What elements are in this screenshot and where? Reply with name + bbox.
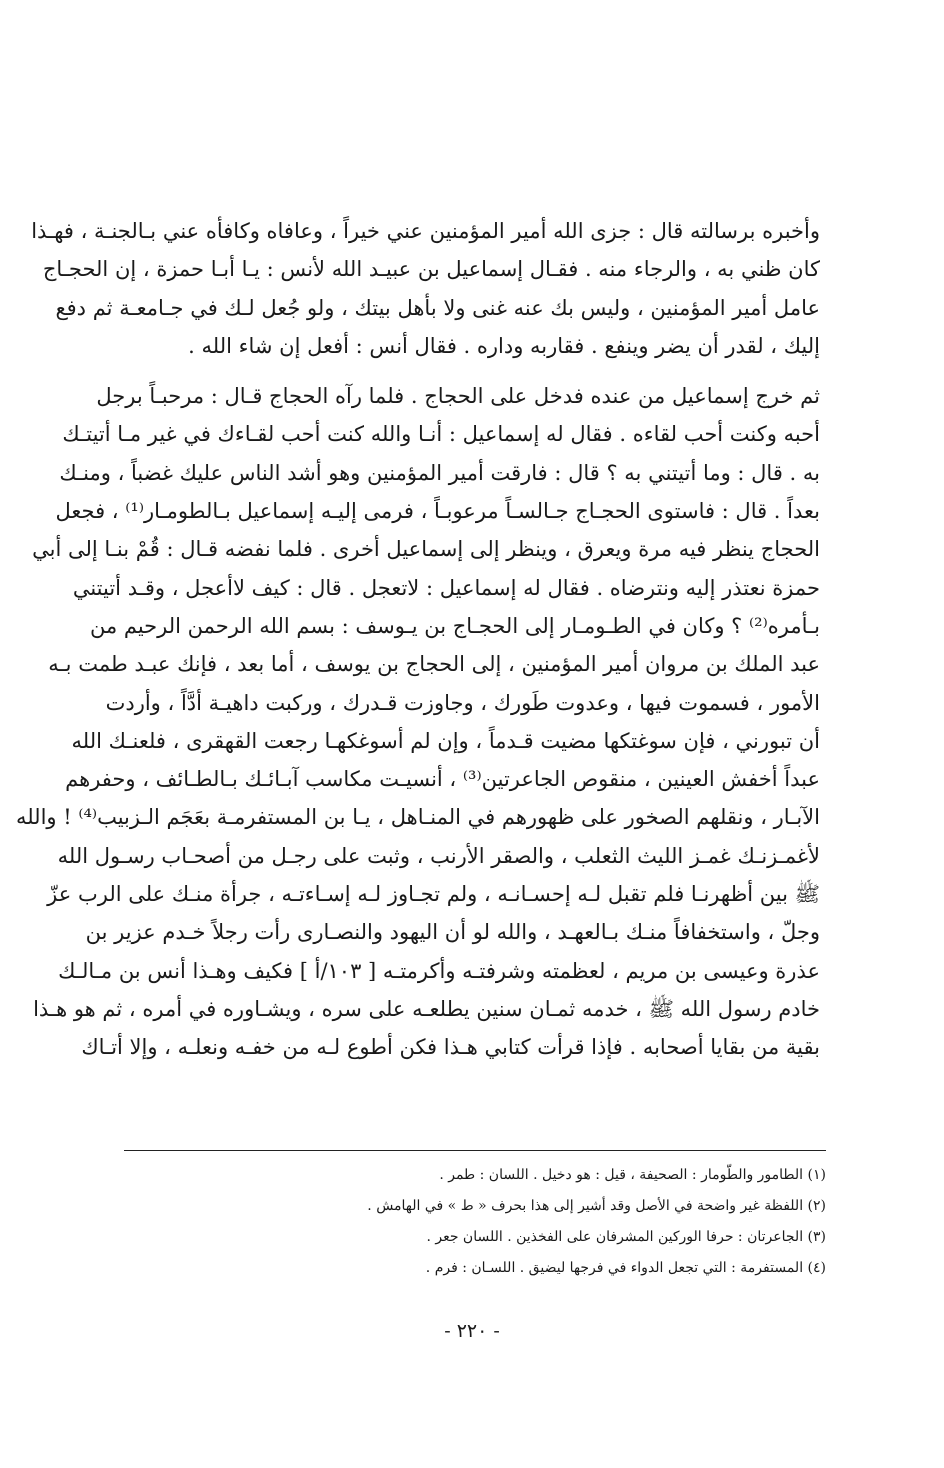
text-line: إليك ، لقدر أن يضر وينفع . فقاربه وداره . فقال أنس : أفعل إن شاء الله . <box>188 333 820 358</box>
text-line: أحبه وكنت أحب لقاءه . فقال له إسماعيل : أنـا والله كنت أحب لقـاءك في غير مـا أتيتـك <box>62 422 820 447</box>
paragraph-gap <box>118 365 820 377</box>
text-line: الأمور ، فسموت فيها ، وعدوت طَورك ، وجاوزت قـدرك ، وركبت داهيـة أدَّاً ، وأردت <box>105 690 820 715</box>
text-line: أن تبورني ، فإن سوغتكها مضيت قـدماً ، وإن لم أسوغكهـا رجعت القهقرى ، فلعنـك الله <box>71 728 820 753</box>
text-line: عامل أمير المؤمنين ، وليس بك عنه غنى ولا بأهل بيتك ، ولو جُعل لـك في جـامعـة ثم دفع <box>55 295 820 320</box>
text-line: ثم خرج إسماعيل من عنده فدخل على الحجاج . فلما رآه الحجاج قـال : مرحبـاً برجل <box>96 384 820 409</box>
footnotes <box>124 1160 826 1284</box>
text-line: الآبـار ، ونقلهم الصخور على ظهورهم في المنـاهل ، يـا بن المستفرمـة بعَجَم الـزبيب⁽⁴⁾ ! والله <box>15 805 820 830</box>
text-line: الحجاج ينظر فيه مرة ويعرق ، وينظر إلى إسماعيل أخرى . فلما نفضه قـال : قُمْ بنـا إلى أبي <box>32 537 820 562</box>
text-line: ﷺ بين أظهرنـا فلم تقبل لـه إحسـانـه ، ولم تجـاوز لـه إسـاءتـه ، جرأة منـك على الرب عزّ <box>47 882 820 907</box>
text-line: به . قال : وما أتيتني به ؟ قال : فارقت أمير المؤمنين وهو أشد الناس عليك غضباً ، ومنـك <box>59 460 820 485</box>
text-line: عبد الملك بن مروان أمير المؤمنين ، إلى الحجاج بن يوسف ، أما بعد ، فإنك عبـد طمت بـه <box>48 652 820 677</box>
footnote: (١) الطامور والطّومار : الصحيفة ، قيل : هو دخيل . اللسان : طمر . <box>439 1167 826 1183</box>
text-line: بـأمره⁽²⁾ ؟ وكان في الطـومـار إلى الحجـاج بن يـوسف : بسم الله الرحمن الرحيم من <box>89 613 820 638</box>
text-line: خادم رسول الله ﷺ ، خدمه ثمـان سنين يطلعـه على سره ، ويشـاوره في أمره ، ثم هو هـذا <box>33 996 820 1021</box>
footnote: (٣) الجاعرتان : حرفا الوركين المشرفان على الفخذين . اللسان جعر . <box>426 1229 826 1245</box>
text-line: وجلّ ، واستخفافاً منـك بـالعهـد ، والله لو أن اليهود والنصـارى رأت رجلاً خـدم عزير بن <box>85 920 820 945</box>
page-number: - ٢٢٠ - <box>444 1320 500 1342</box>
text-line: عذرة وعيسى بن مريم ، لعظمته وشرفتـه وأكرمتـه [ ١٠٣/أ ] فكيف وهـذا أنس بن مـالـك <box>58 958 820 983</box>
text-line: بقية من بقايا أصحابه . فإذا قرأت كتابي هـذا فكن أطوع لـه من خفـه ونعلـه ، وإلا أتـاك <box>81 1035 820 1060</box>
text-line: كان ظني به ، والرجاء منه . فقـال إسماعيل بن عبيـد الله لأنس : يـا أبـا حمزة ، إن الحجـاج <box>42 257 820 282</box>
footnote: (٢) اللفظة غير واضحة في الأصل وقد أشير إلى هذا بحرف « ط » في الهامش . <box>367 1198 826 1214</box>
paragraph-2 <box>15 377 820 1066</box>
text-line: عبداً أخفش العينين ، منقوص الجاعرتين⁽³⁾ ، أنسيـت مكاسب آبـائـك بـالطـائف ، وحفرهم <box>65 767 820 792</box>
text-line: بعداً . قال : فاستوى الحجـاج جـالسـاً مرعوبـاً ، فرمى إليـه إسماعيل بـالطومـار⁽¹⁾ ، فجعل <box>55 499 820 524</box>
text-line: لأغمـزنـك غمـز الليث الثعلب ، والصقر الأرنب ، وثبت على رجـل من أصحـاب رسـول الله <box>57 843 820 868</box>
paragraph-1 <box>31 212 820 365</box>
footnote-divider <box>124 1150 826 1151</box>
footnote: (٤) المستفرمة : التي تجعل الدواء في فرجها ليضيق . اللسـان : فرم . <box>425 1260 826 1276</box>
text-line: حمزة نعتذر إليه ونترضاه . فقال له إسماعيل : لاتعجل . قال : كيف لاأعجل ، وقـد أتيتني <box>72 575 820 600</box>
main-text <box>15 212 820 1067</box>
text-line: وأخبره برسالته قال : جزى الله أمير المؤمنين عني خيراً ، وعافاه وكافأه عني بـالجنـة ، فهـذا <box>31 219 820 243</box>
